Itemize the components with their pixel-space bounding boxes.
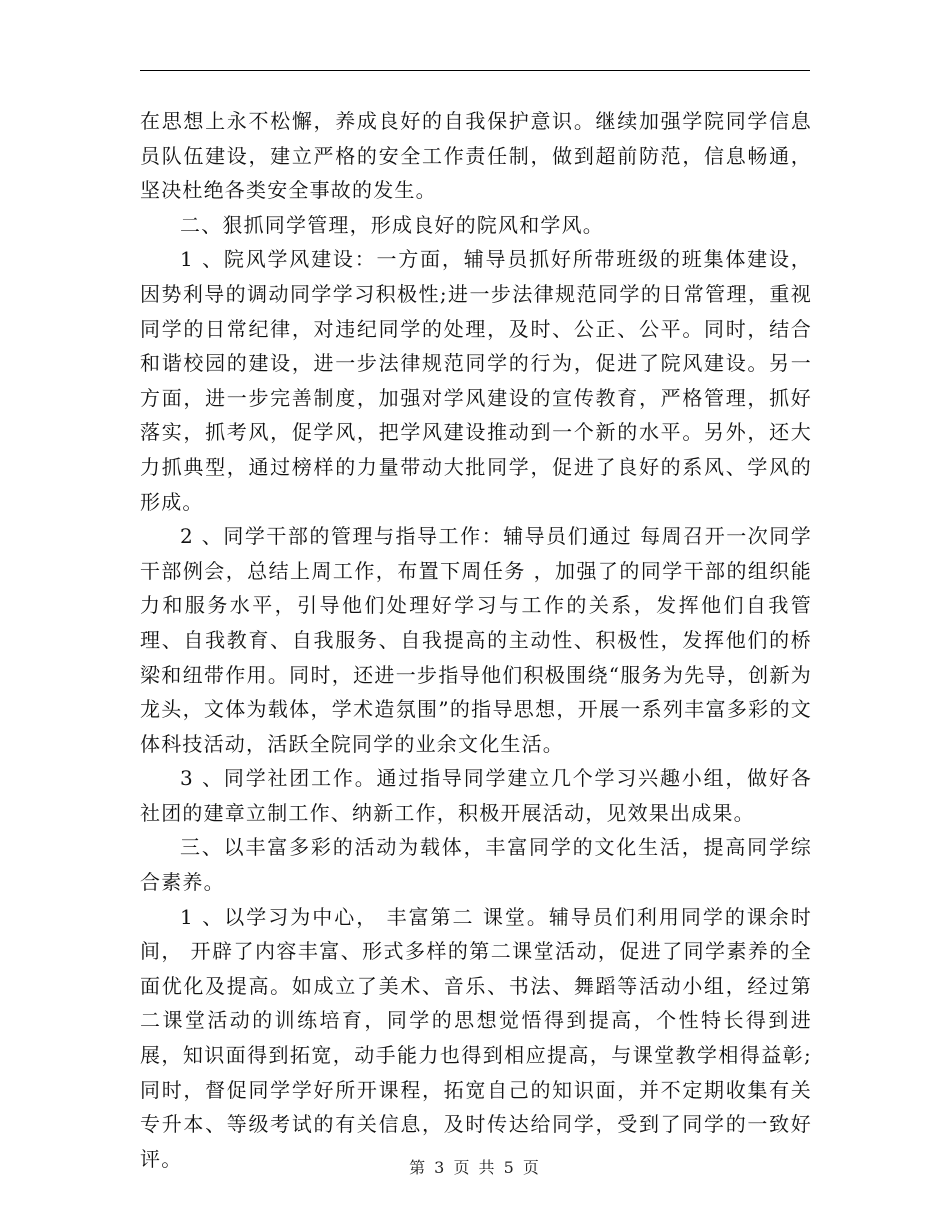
paragraph-item-2: 2 、同学干部的管理与指导工作：辅导员们通过 每周召开一次同学干部例会，总结上周工作，布置下周任务 ，加强了的同学干部的组织能力和服务水平，引导他们处理好学习与工作的关系，发挥他们自我管理、自我教育、自我服务、自我提高的主动性、积极性，发挥他们的桥梁和纽带作用。同时，还进一步指导他们积极围绕“服务为先导，创新为龙头，文体为载体，学术造氛围”的指导思想，开展一系列丰富多彩的文体科技活动，活跃全院同学的业余文化生活。 [140, 524, 812, 756]
paragraph-item-1-section-3: 1 、以学习为中心， 丰富第二 课堂。辅导员们利用同学的课余时间， 开辟了内容丰富、形式多样的第二课堂活动，促进了同学素养的全面优化及提高。如成立了美术、音乐、书法、舞蹈等活动小组，经过第二课堂活动的训练培育，同学的思想觉悟得到提高，个性特长得到进展，知识面得到拓宽，动手能力也得到相应提高，与课堂教学相得益彰;同时，督促同学学好所开课程，拓宽自己的知识面，并不定期收集有关专升本、等级考试的有关信息，及时传达给同学，受到了同学的一致好评。 [140, 904, 812, 1171]
paragraph-continued: 在思想上永不松懈，养成良好的自我保护意识。继续加强学院同学信息员队伍建设，建立严格的安全工作责任制，做到超前防范，信息畅通，坚决杜绝各类安全事故的发生。 [140, 109, 812, 203]
document-body [140, 104, 812, 1176]
section-heading-2: 二、狠抓同学管理，形成良好的院风和学风。 [180, 212, 604, 237]
page-number-footer: 第 3 页 共 5 页 [409, 1158, 541, 1177]
paragraph-item-3: 3 、同学社团工作。通过指导同学建立几个学习兴趣小组，做好各社团的建章立制工作、纳新工作，积极开展活动，见效果出成果。 [140, 766, 812, 825]
header-rule [140, 70, 810, 71]
paragraph-item-1: 1 、院风学风建设：一方面，辅导员抓好所带班级的班集体建设，因势利导的调动同学学习积极性;进一步法律规范同学的日常管理，重视同学的日常纪律，对违纪同学的处理，及时、公正、公平。同时，结合和谐校园的建设，进一步法律规范同学的行为，促进了院风建设。另一方面，进一步完善制度，加强对学风建设的宣传教育，严格管理，抓好落实，抓考风，促学风，把学风建设推动到一个新的水平。另外，还大力抓典型，通过榜样的力量带动大批同学，促进了良好的系风、学风的形成。 [140, 247, 812, 514]
section-heading-3: 三、以丰富多彩的活动为载体，丰富同学的文化生活，提高同学综合素养。 [140, 835, 812, 895]
